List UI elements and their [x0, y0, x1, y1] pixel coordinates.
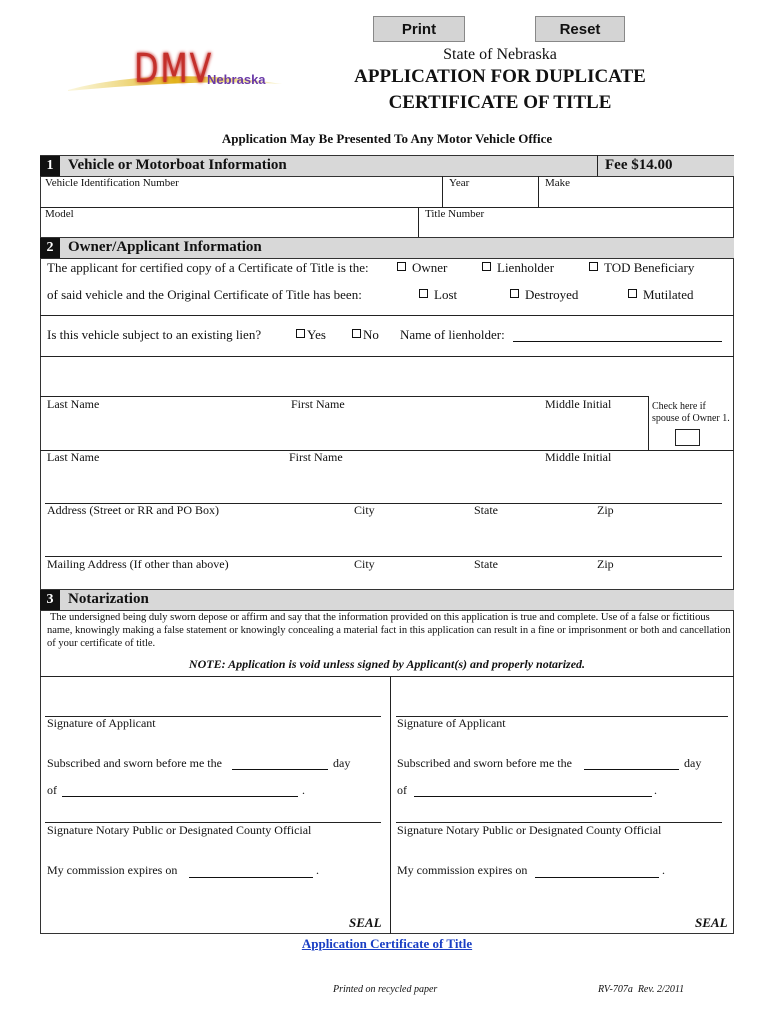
spouse-check-text-2: spouse of Owner 1. — [652, 413, 730, 424]
section3-number: 3 — [40, 590, 60, 610]
left-day-field[interactable] — [232, 769, 328, 770]
original-status-text: of said vehicle and the Original Certificate of Title has been: — [47, 287, 362, 302]
lien-yes-checkbox[interactable] — [296, 329, 305, 338]
left-commission-label: My commission expires on — [47, 863, 178, 877]
form-title-line1: APPLICATION FOR DUPLICATE — [354, 66, 646, 87]
owner1-last-name-label: Last Name — [47, 397, 100, 411]
section3-title: Notarization — [68, 591, 149, 607]
state-name: State of Nebraska — [443, 46, 557, 63]
right-seal-label: SEAL — [695, 915, 728, 930]
reset-button[interactable]: Reset — [535, 16, 625, 42]
logo-subtext: Nebraska — [207, 72, 266, 87]
lien-no-checkbox[interactable] — [352, 329, 361, 338]
owner-checkbox[interactable] — [397, 262, 406, 271]
left-commission-period: . — [316, 863, 319, 877]
print-button[interactable]: Print — [373, 16, 465, 42]
mailing-state-label: State — [474, 557, 498, 571]
right-of-label: of — [397, 783, 407, 797]
spouse-checkbox[interactable] — [675, 429, 700, 446]
spouse-check-text-1: Check here if — [652, 401, 706, 412]
model-field[interactable] — [44, 220, 414, 236]
owner1-first-name-label: First Name — [291, 397, 345, 411]
left-month-field[interactable] — [62, 796, 298, 797]
left-commission-field[interactable] — [189, 877, 313, 878]
owner2-last-name-label: Last Name — [47, 450, 100, 464]
owner1-name-field[interactable] — [44, 372, 644, 394]
destroyed-label: Destroyed — [525, 287, 579, 302]
owner2-middle-initial-label: Middle Initial — [545, 450, 612, 464]
right-day-label: day — [684, 756, 702, 770]
section2-number: 2 — [40, 238, 60, 258]
address-city-label: City — [354, 503, 375, 517]
applicant1-signature-field[interactable] — [45, 692, 381, 714]
lost-checkbox[interactable] — [419, 289, 428, 298]
title-number-field[interactable] — [422, 220, 730, 236]
year-label: Year — [449, 177, 470, 189]
lienholder-name-field[interactable] — [513, 341, 722, 342]
year-field[interactable] — [446, 190, 536, 206]
left-seal-label: SEAL — [349, 915, 382, 930]
right-subscribed-text: Subscribed and sworn before me the — [397, 756, 572, 770]
left-period: . — [302, 783, 305, 797]
mailing-address-field[interactable] — [44, 533, 724, 554]
applicant-type-text: The applicant for certified copy of a Certificate of Title is the: — [47, 260, 369, 275]
dmv-logo — [66, 44, 286, 114]
lienholder-label: Lienholder — [497, 260, 555, 275]
right-commission-label: My commission expires on — [397, 863, 528, 877]
address-state-label: State — [474, 503, 498, 517]
title-number-label: Title Number — [425, 208, 485, 220]
certificate-of-title-link[interactable]: Application Certificate of Title — [301, 936, 473, 951]
mailing-city-label: City — [354, 557, 375, 571]
tod-beneficiary-checkbox[interactable] — [589, 262, 598, 271]
section2-header — [40, 237, 734, 259]
mailing-address-label: Mailing Address (If other than above) — [47, 557, 229, 571]
lien-yes-label: Yes — [307, 327, 326, 342]
recycled-paper-note: Printed on recycled paper — [333, 984, 438, 995]
address-field[interactable] — [44, 480, 724, 501]
address-label: Address (Street or RR and PO Box) — [47, 503, 219, 517]
mailing-zip-label: Zip — [597, 557, 614, 571]
form-id: RV-707a Rev. 2/2011 — [598, 984, 685, 995]
left-subscribed-text: Subscribed and sworn before me the — [47, 756, 222, 770]
section1-number: 1 — [40, 156, 60, 176]
destroyed-checkbox[interactable] — [510, 289, 519, 298]
tod-beneficiary-label: TOD Beneficiary — [604, 260, 695, 275]
right-month-field[interactable] — [414, 796, 652, 797]
right-notary-signature-label: Signature Notary Public or Designated County Official — [397, 823, 662, 837]
address-zip-label: Zip — [597, 503, 614, 517]
oath-text: The undersigned being duly sworn depose or affirm and say that the information provided on this application is true and complete. Use of a false or fictitious name, knowingly making a false statement or knowingly concealing a material fact in this application can result in a fine or imprisonment or both and cancellation of your certificate of title. — [47, 612, 731, 649]
applicant2-signature-field[interactable] — [396, 692, 728, 714]
mutilated-label: Mutilated — [643, 287, 694, 302]
left-day-label: day — [333, 756, 351, 770]
lienholder-checkbox[interactable] — [482, 262, 491, 271]
owner-label: Owner — [412, 260, 448, 275]
mutilated-checkbox[interactable] — [628, 289, 637, 298]
void-note: NOTE: Application is void unless signed by Applicant(s) and properly notarized. — [188, 657, 586, 671]
logo-text: DMV — [134, 46, 213, 92]
left-notary-signature-label: Signature Notary Public or Designated County Official — [47, 823, 312, 837]
owner2-first-name-label: First Name — [289, 450, 343, 464]
section3-header — [40, 589, 734, 611]
lien-no-label: No — [363, 327, 379, 342]
presented-note: Application May Be Presented To Any Motor Vehicle Office — [221, 131, 553, 146]
right-period: . — [654, 783, 657, 797]
make-label: Make — [545, 177, 571, 189]
applicant1-signature-label: Signature of Applicant — [47, 716, 156, 730]
left-of-label: of — [47, 783, 57, 797]
vin-field[interactable] — [44, 190, 440, 206]
vin-label: Vehicle Identification Number — [45, 177, 179, 189]
right-day-field[interactable] — [584, 769, 679, 770]
owner1-middle-initial-label: Middle Initial — [545, 397, 612, 411]
lienholder-name-label: Name of lienholder: — [400, 327, 505, 342]
applicant2-signature-label: Signature of Applicant — [397, 716, 506, 730]
owner2-name-field[interactable] — [44, 426, 644, 448]
model-label: Model — [45, 208, 74, 220]
right-commission-field[interactable] — [535, 877, 659, 878]
section2-title: Owner/Applicant Information — [68, 239, 262, 255]
right-commission-period: . — [662, 863, 665, 877]
lost-label: Lost — [434, 287, 458, 302]
make-field[interactable] — [542, 190, 730, 206]
section1-title: Vehicle or Motorboat Information — [68, 157, 287, 173]
fee-label: Fee $14.00 — [605, 157, 673, 173]
form-title-line2: CERTIFICATE OF TITLE — [388, 92, 612, 113]
lien-question: Is this vehicle subject to an existing lien? — [47, 327, 262, 342]
